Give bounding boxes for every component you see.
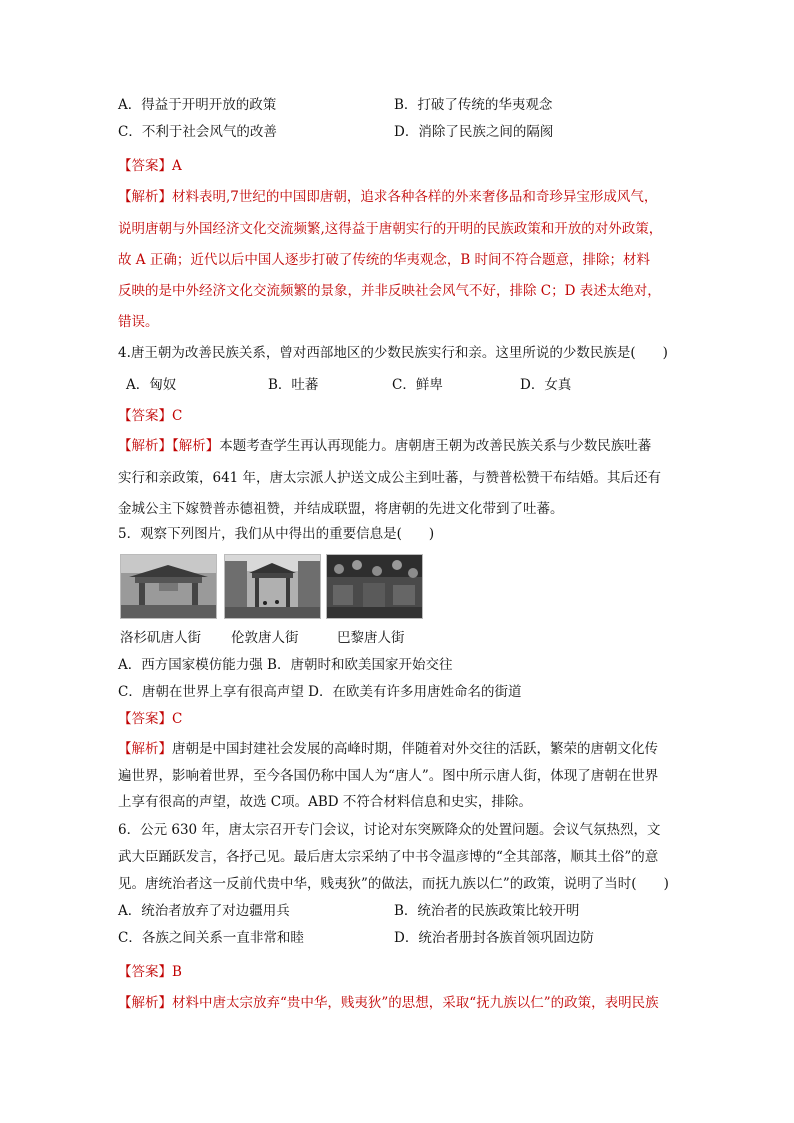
answer-tag: 【答案】 — [118, 711, 172, 727]
q3-option-b: B．打破了传统的华夷观念 — [394, 97, 553, 113]
q3-analysis-line: 说明唐朝与外国经济文化交流频繁,这得益于唐朝实行的开明的民族政策和开放的对外政策， — [118, 221, 663, 237]
q4-answer — [118, 406, 182, 426]
q6-answer — [118, 962, 182, 982]
q6-option-c: C．各族之间关系一直非常和睦 — [118, 930, 304, 946]
analysis-tag: 【解析】 — [118, 189, 172, 205]
q4-analysis-line: 金城公主下嫁赞普赤德祖赞，并结成联盟，将唐朝的先进文化带到了吐蕃。 — [118, 501, 564, 517]
q4-option-a: A．匈奴 — [126, 377, 177, 393]
q6-stem-line: 6．公元 630 年，唐太宗召开专门会议，讨论对东突厥降众的处置问题。会议气氛热烈，文 — [118, 822, 661, 838]
q5-analysis-line: 上享有很高的声望，故选 C项。ABD 不符合材料信息和史实，排除。 — [118, 794, 532, 810]
q3-option-c: C．不利于社会风气的改善 — [118, 124, 277, 140]
london-chinatown-photo — [224, 554, 321, 619]
q6-option-d: D．统治者册封各族首领巩固边防 — [394, 930, 594, 946]
q5-stem: 5．观察下列图片，我们从中得出的重要信息是( ) — [118, 526, 435, 542]
answer-tag: 【答案】 — [118, 408, 172, 424]
q6-stem-line: 武大臣踊跃发言，各抒己见。最后唐太宗采纳了中书令温彦博的“全其部落，顺其土俗”的意 — [118, 849, 659, 865]
answer-value: C — [172, 408, 183, 424]
q3-analysis-line: 错误。 — [118, 314, 159, 330]
q4-analysis-line: 实行和亲政策，641 年，唐太宗派人护送文成公主到吐蕃，与赞普松赞干布结婚。其后还有 — [118, 470, 662, 486]
answer-value: C — [172, 711, 183, 727]
analysis-tag: 【解析】 — [118, 741, 172, 757]
q5-analysis-line: 遍世界，影响着世界，至今各国仍称中国人为“唐人”。图中所示唐人街，体现了唐朝在世界 — [118, 768, 659, 784]
q4-option-d: D．女真 — [520, 377, 572, 393]
los-angeles-chinatown-photo — [120, 554, 217, 619]
q3-option-d: D．消除了民族之间的隔阂 — [394, 124, 554, 140]
analysis-tag: 【解析】【解析】 — [118, 438, 220, 454]
q4-option-b: B．吐蕃 — [268, 377, 319, 393]
q3-analysis-line: 故 A 正确；近代以后中国人逐步打破了传统的华夷观念，B 时间不符合题意，排除；材料 — [118, 252, 651, 268]
q3-answer — [118, 156, 182, 176]
q5-answer — [118, 709, 182, 729]
q3-analysis-line: 反映的是中外经济文化交流频繁的景象，并非反映社会风气不好，排除 C；D 表述太绝对， — [118, 283, 661, 299]
answer-value: A — [172, 158, 182, 174]
q5-analysis-line: 【解析】唐朝是中国封建社会发展的高峰时期，伴随着对外交往的活跃，繁荣的唐朝文化传 — [118, 741, 658, 757]
q4-analysis-line: 【解析】【解析】本题考查学生再认再现能力。唐朝唐王朝为改善民族关系与少数民族吐蕃 — [118, 438, 652, 454]
photo-caption-paris: 巴黎唐人街 — [337, 630, 405, 646]
photo-caption-los-angeles: 洛杉矶唐人街 — [120, 630, 201, 646]
q5-options-cd: C．唐朝在世界上享有很高声望 D．在欧美有许多用唐姓命名的街道 — [118, 684, 522, 700]
q4-option-c: C．鲜卑 — [392, 377, 443, 393]
q5-options-ab: A．西方国家模仿能力强 B．唐朝时和欧美国家开始交往 — [118, 657, 453, 673]
answer-tag: 【答案】 — [118, 964, 172, 980]
q6-option-a: A．统治者放弃了对边疆用兵 — [118, 903, 290, 919]
q6-option-b: B．统治者的民族政策比较开明 — [394, 903, 580, 919]
q3-analysis-line: 【解析】材料表明,7世纪的中国即唐朝，追求各种各样的外来奢侈品和奇珍异宝形成风气， — [118, 189, 658, 205]
q6-stem-line: 见。唐统治者这一反前代贵中华，贱夷狄”的做法，而抚九族以仁”的政策，说明了当时( ) — [118, 876, 669, 892]
q6-analysis-line: 【解析】材料中唐太宗放弃“贵中华，贱夷狄”的思想，采取“抚九族以仁”的政策，表明民族 — [118, 995, 659, 1011]
paris-chinatown-photo — [326, 554, 423, 619]
answer-tag: 【答案】 — [118, 158, 172, 174]
q4-stem: 4.唐王朝为改善民族关系，曾对西部地区的少数民族实行和亲。这里所说的少数民族是( ) — [118, 345, 668, 361]
answer-value: B — [172, 964, 182, 980]
photo-caption-london: 伦敦唐人街 — [231, 630, 299, 646]
q3-option-a: A．得益于开明开放的政策 — [118, 97, 277, 113]
analysis-tag: 【解析】 — [118, 995, 172, 1011]
